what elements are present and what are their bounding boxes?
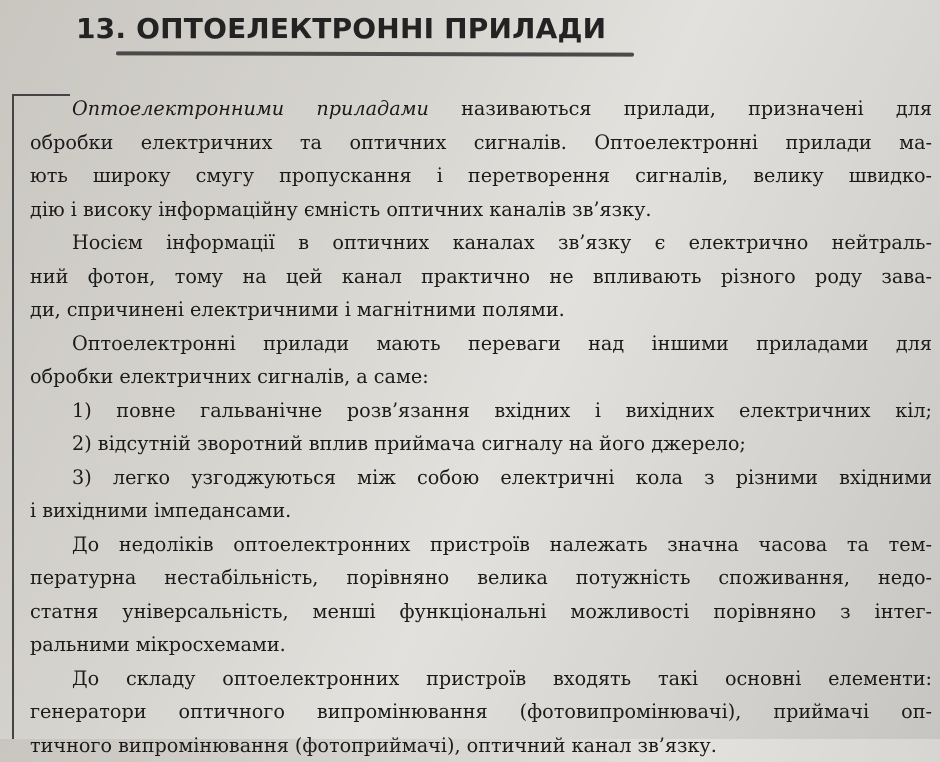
text-line: обробки електричних та оптичних сигналів. Оптоелектронні прилади ма- <box>30 126 932 160</box>
text-line: статня універсальність, менші функціональні можливості порівняно з інтег- <box>30 595 932 629</box>
text-line: ральними мікросхемами. <box>30 628 932 662</box>
list-item: 2) відсутній зворотний вплив приймача сигналу на його джерело; <box>30 427 932 461</box>
list-item: 1) повне гальванічне розв’язання вхідних і вихідних електричних кіл; <box>30 394 932 428</box>
text-line: ний фотон, тому на цей канал практично не впливають різного роду зава- <box>30 260 932 294</box>
text-line: генератори оптичного випромінювання (фотовипромінювачі), приймачі оп- <box>30 695 932 729</box>
list-item: 3) легко узгоджуються між собою електричні кола з різними вхідними <box>30 461 932 495</box>
text-line: Носієм інформації в оптичних каналах зв’язку є електрично нейтраль- <box>30 226 932 260</box>
chapter-title: 13. ОПТОЕЛЕКТРОННІ ПРИЛАДИ <box>76 12 606 45</box>
title-underline <box>116 51 634 56</box>
text-line: і вихідними імпедансами. <box>30 494 932 528</box>
text-line: До складу оптоелектронних пристроїв входять такі основні елементи: <box>30 662 932 696</box>
text-line: пературна нестабільність, порівняно велика потужність споживання, недо- <box>30 561 932 595</box>
text-line: До недоліків оптоелектронних пристроїв належать значна часова та тем- <box>30 528 932 562</box>
frame-border-left <box>12 94 14 739</box>
text-line: дію і високу інформаційну ємність оптичних каналів зв’язку. <box>30 193 932 227</box>
text-line: тичного випромінювання (фотоприймачі), оптичний канал зв’язку. <box>30 729 932 762</box>
body-text <box>30 92 932 762</box>
text-span: називаються прилади, призначені для <box>429 97 932 120</box>
text-line <box>30 92 932 126</box>
defined-term: Оптоелектронними приладами <box>72 97 429 120</box>
text-line: Оптоелектронні прилади мають переваги над іншими приладами для <box>30 327 932 361</box>
text-line: ють широку смугу пропускання і перетворення сигналів, велику швидко- <box>30 159 932 193</box>
text-line: ди, спричинені електричними і магнітними полями. <box>30 293 932 327</box>
text-line: обробки електричних сигналів, а саме: <box>30 360 932 394</box>
